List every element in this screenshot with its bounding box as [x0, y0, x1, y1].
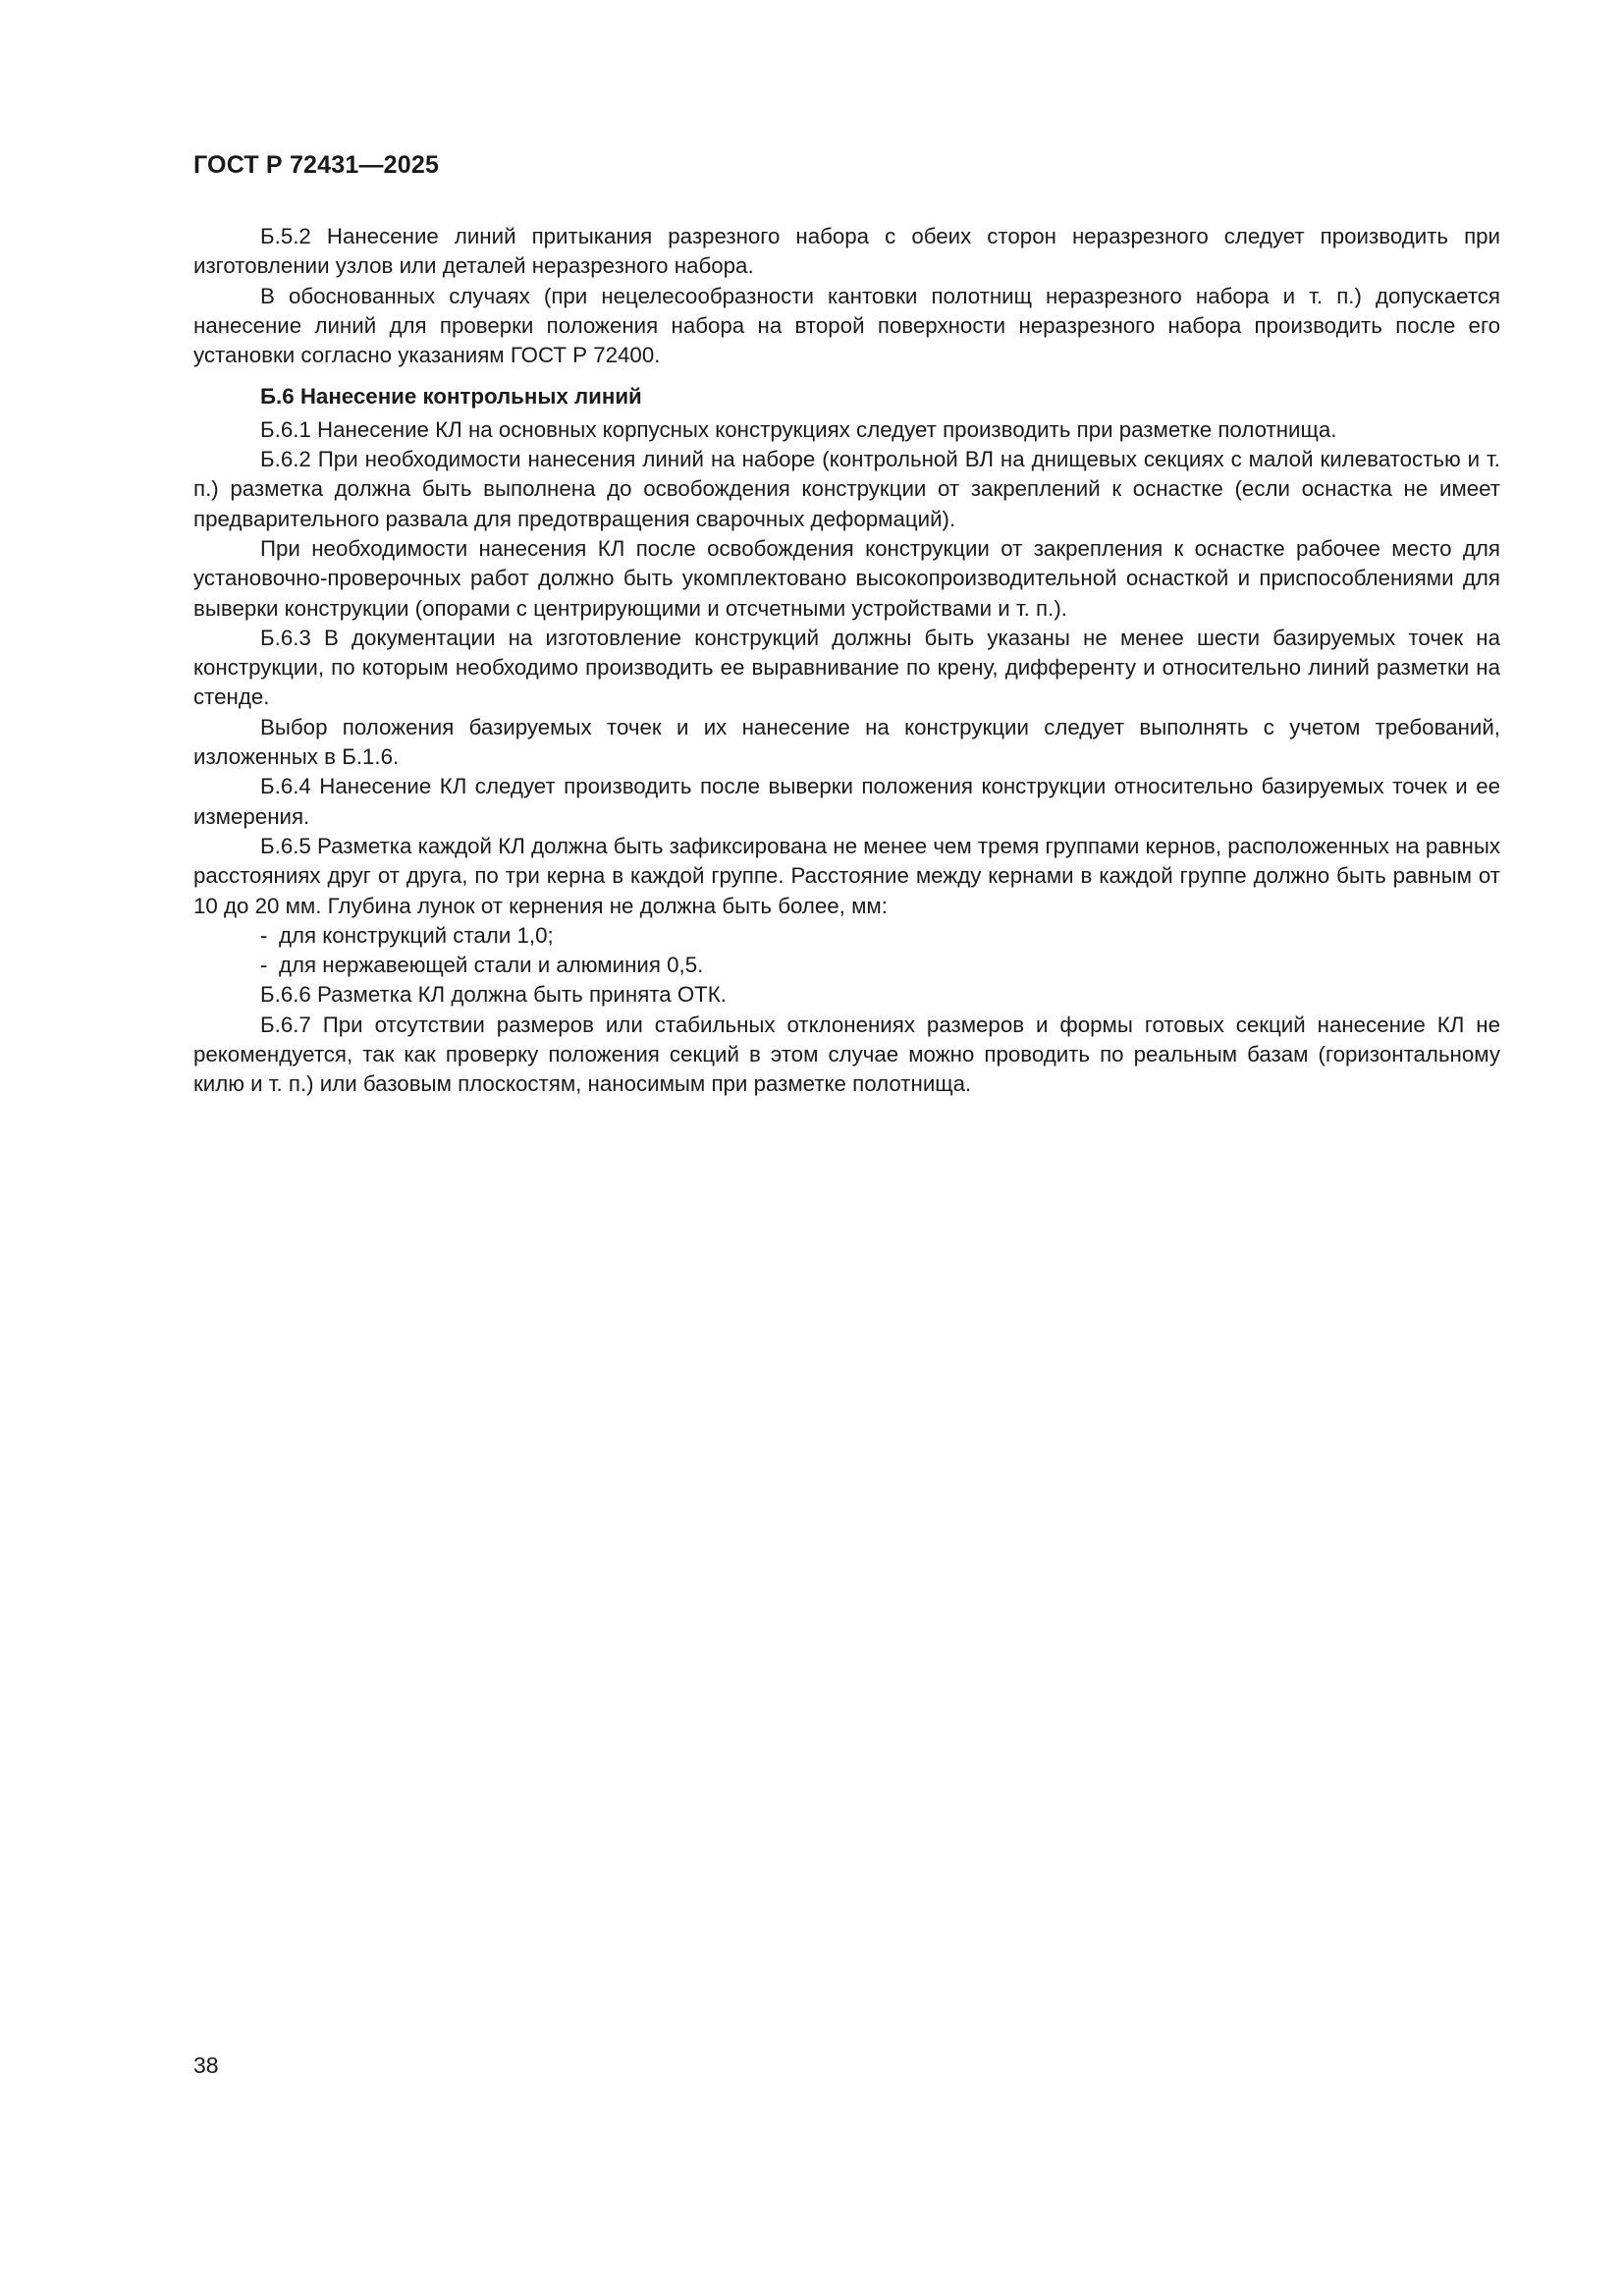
paragraph-b-6-3: Б.6.3 В документации на изготовление конструкций должны быть указаны не менее шести базируемых точек на конструкции, по которым необходимо производить ее выравнивание по крену, дифференту и относительно линий разметки на стенде.: [193, 625, 1500, 710]
paragraph-b-6-1: Б.6.1 Нанесение КЛ на основных корпусных конструкциях следует производить при разметке полотнища.: [260, 416, 1337, 442]
paragraph-b-6-6: Б.6.6 Разметка КЛ должна быть принята ОТК.: [260, 982, 727, 1008]
paragraph-b-6-2: Б.6.2 При необходимости нанесения линий на наборе (контрольной ВЛ на днищевых секциях с малой килеватостью и т. п.) разметка должна быть выполнена до освобождения конструкции от закреплений к оснастке (если оснастка не имеет предварительного развала для предотвращения сварочных деформаций).: [193, 447, 1500, 531]
list-item-text: для конструкций стали 1,0;: [279, 922, 554, 948]
list-item: [193, 951, 1500, 980]
list-item-text: для нержавеющей стали и алюминия 0,5.: [279, 953, 704, 978]
document-body: [193, 222, 1500, 1100]
page-number: 38: [193, 2052, 219, 2078]
paragraph-b-6-5: Б.6.5 Разметка каждой КЛ должна быть зафиксирована не менее чем тремя группами кернов, расположенных на равных расстояниях друг от друга, по три керна в каждой группе. Расстояние между кернами в каждой группе должно быть равным от 10 до 20 мм. Глубина лунок от кернения не должна быть более, мм:: [193, 833, 1500, 918]
section-title-b-6: Б.6 Нанесение контрольных линий: [260, 384, 642, 410]
list-item: [193, 921, 1500, 951]
paragraph-b-5-2: Б.5.2 Нанесение линий притыкания разрезного набора с обеих сторон неразрезного следует производить при изготовлении узлов или деталей неразрезного набора.: [193, 224, 1500, 279]
list-marker: -: [260, 922, 268, 948]
paragraph-b-6-4: Б.6.4 Нанесение КЛ следует производить после выверки положения конструкции относительно базируемых точек и ее измерения.: [193, 774, 1500, 829]
list-marker: -: [260, 953, 268, 978]
paragraph-b-6-3-note: Выбор положения базируемых точек и их нанесение на конструкции следует выполнять с учетом требований, изложенных в Б.1.6.: [193, 714, 1500, 770]
paragraph-b-6-2-note: При необходимости нанесения КЛ после освобождения конструкции от закрепления к оснастке рабочее место для установочно-проверочных работ должно быть укомплектовано высокопроизводительной оснасткой и приспособлениями для выверки конструкции (опорами с центрирующими и отсчетными устройствами и т. п.).: [193, 535, 1500, 621]
paragraph-b-5-2-note: В обоснованных случаях (при нецелесообразности кантовки полотнищ неразрезного набора и т. п.) допускается нанесение линий для проверки положения набора на второй поверхности неразрезного набора производить после его установки согласно указаниям ГОСТ Р 72400.: [193, 283, 1500, 368]
document-id-header: ГОСТ Р 72431—2025: [193, 151, 440, 179]
paragraph-b-6-7: Б.6.7 При отсутствии размеров или стабильных отклонениях размеров и формы готовых секций нанесение КЛ не рекомендуется, так как проверку положения секций в этом случае можно проводить по реальным базам (горизонтальному килю и т. п.) или базовым плоскостям, наносимым при разметке полотнища.: [193, 1011, 1500, 1097]
